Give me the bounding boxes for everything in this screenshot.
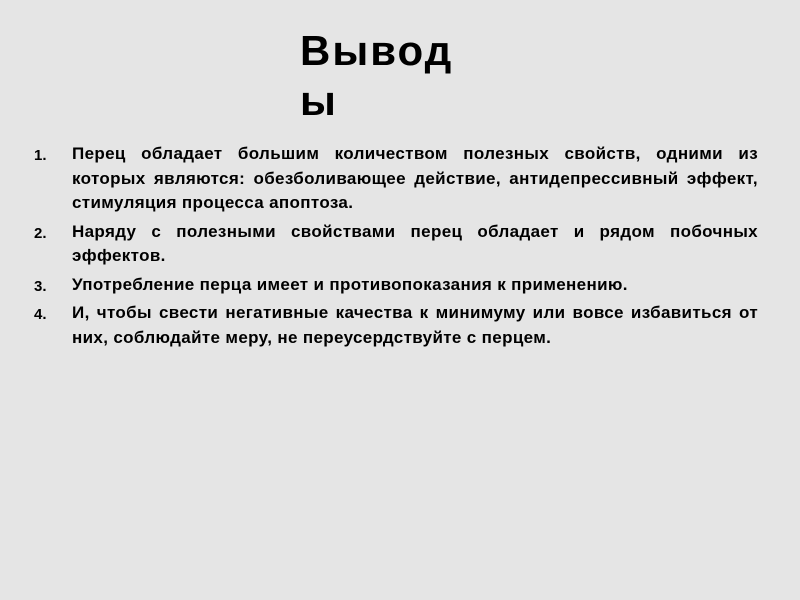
list-item-number: 3.: [34, 277, 47, 295]
list-item-text: И, чтобы свести негативные качества к минимуму или вовсе избавиться от них, соблюдайте меру, не переусердствуйте с перцем.: [72, 303, 758, 347]
list-item-number: 2.: [34, 224, 47, 242]
list-item-text: Употребление перца имеет и противопоказания к применению.: [72, 274, 628, 294]
list-item-number: 4.: [34, 306, 47, 323]
list-item: [34, 142, 758, 216]
list-item: [34, 220, 758, 269]
slide-title: Выводы: [300, 27, 454, 124]
list-item: [34, 301, 758, 350]
list-item: [34, 273, 758, 298]
list-item-number: 1.: [34, 147, 47, 164]
conclusions-list: [34, 142, 758, 354]
list-item-text: Наряду с полезными свойствами перец обладает и рядом побочных эффектов.: [72, 221, 758, 265]
list-item-text: Перец обладает большим количеством полезных свойств, одними из которых являются: обезболивающее действие, антидепрессивный эффект, стимуляция процесса апоптоза.: [72, 144, 758, 212]
